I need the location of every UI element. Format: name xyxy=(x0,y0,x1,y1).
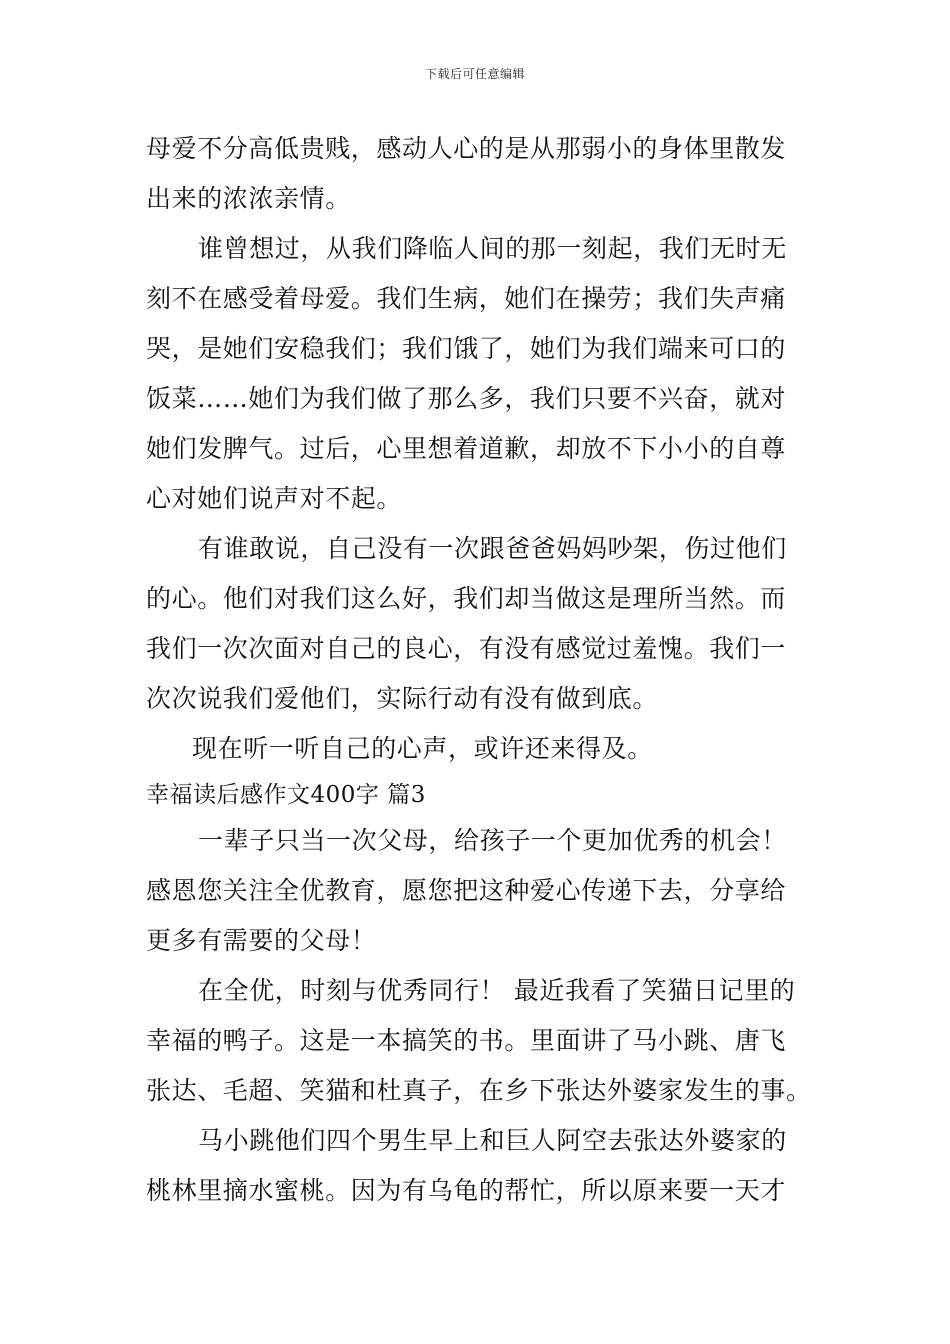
text-line: 张达、毛超、笑猫和杜真子，在乡下张达外婆家发生的事。 xyxy=(146,1076,812,1105)
text-line: 马小跳他们四个男生早上和巨人阿空去张达外婆家的 xyxy=(198,1126,787,1155)
text-line: 感恩您关注全优教育，愿您把这种爱心传递下去，分享给 xyxy=(146,876,787,905)
text-line: 我们一次次面对自己的良心，有没有感觉过羞愧。我们一 xyxy=(146,634,787,663)
text-line: 出来的浓浓亲情。 xyxy=(146,184,351,213)
text-line: 次次说我们爱他们，实际行动有没有做到底。 xyxy=(146,684,659,713)
page-header-note: 下载后可任意编辑 xyxy=(424,67,525,81)
text-line: 更多有需要的父母！ xyxy=(146,926,377,955)
text-line: 有谁敢说，自己没有一次跟爸爸妈妈吵架，伤过他们 xyxy=(198,534,787,563)
text-line: 幸福的鸭子。这是一本搞笑的书。里面讲了马小跳、唐飞 xyxy=(146,1026,787,1055)
text-line: 母爱不分高低贵贱，感动人心的是从那弱小的身体里散发 xyxy=(146,134,787,163)
text-line: 谁曾想过，从我们降临人间的那一刻起，我们无时无 xyxy=(198,234,787,263)
text-line: 饭菜……她们为我们做了那么多，我们只要不兴奋，就对 xyxy=(146,384,787,413)
text-line: 现在听一听自己的心声，或许还来得及。 xyxy=(192,734,653,763)
text-line: 哭，是她们安稳我们；我们饿了，她们为我们端来可口的 xyxy=(146,334,787,363)
text-line: 她们发脾气。过后，心里想着道歉，却放不下小小的自尊 xyxy=(146,434,787,463)
document-body xyxy=(146,124,812,1216)
text-line: 刻不在感受着母爱。我们生病，她们在操劳；我们失声痛 xyxy=(146,284,787,313)
section-heading: 幸福读后感作文400字 篇3 xyxy=(146,782,426,808)
text-line: 心对她们说声对不起。 xyxy=(146,484,403,513)
text-line: 在全优，时刻与优秀同行！ 最近我看了笑猫日记里的 xyxy=(198,976,796,1005)
text-line: 桃林里摘水蜜桃。因为有乌龟的帮忙，所以原来要一天才 xyxy=(146,1176,787,1205)
text-line: 的心。他们对我们这么好，我们却当做这是理所当然。而 xyxy=(146,584,787,613)
text-line: 一辈子只当一次父母，给孩子一个更加优秀的机会！ xyxy=(198,826,787,855)
